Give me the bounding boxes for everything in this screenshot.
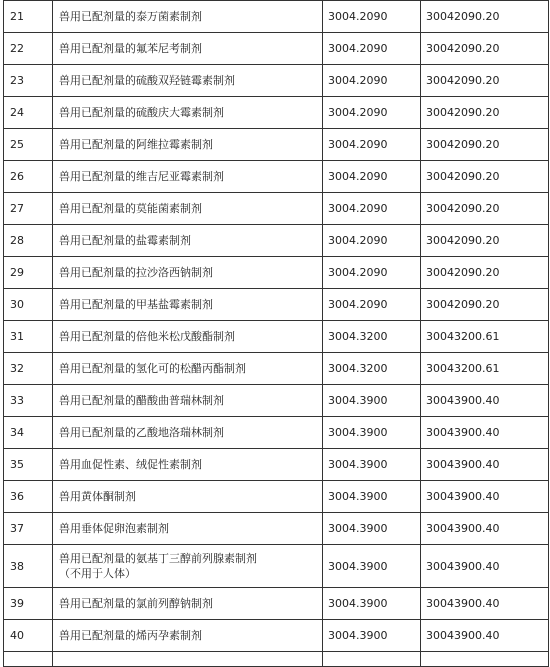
hs-code: 3004.3900 [323,449,421,481]
tariff-code: 30042090.20 [421,129,549,161]
product-name: 兽用黄体酮制剂 [53,481,323,513]
table-row [4,449,549,481]
row-number: 38 [4,545,53,588]
hs-code: 3004.3900 [323,385,421,417]
table-row [4,257,549,289]
table-row [4,321,549,353]
tariff-code: 30043900.40 [421,513,549,545]
product-name-cell [53,545,323,588]
hs-code: 3004.3900 [323,513,421,545]
table-row [4,129,549,161]
row-number: 33 [4,385,53,417]
product-name: 兽用已配剂量的泰万菌素制剂 [53,1,323,33]
product-name: 兽用已配剂量的莫能菌素制剂 [53,193,323,225]
row-number: 31 [4,321,53,353]
row-number: 27 [4,193,53,225]
row-number: 24 [4,97,53,129]
table-body [4,1,549,667]
tariff-code: 30043900.40 [421,588,549,620]
product-name-note: （不用于人体） [59,567,136,580]
hs-code: 3004.3200 [323,321,421,353]
row-number: 22 [4,33,53,65]
tariff-code: 30042090.20 [421,193,549,225]
tariff-code: 30042090.20 [421,289,549,321]
product-name: 兽用垂体促卵泡素制剂 [53,513,323,545]
tariff-code: 30043900.40 [421,481,549,513]
table-row [4,620,549,652]
table-row [4,417,549,449]
tariff-table [3,0,549,667]
product-name: 兽用已配剂量的甲基盐霉素制剂 [53,289,323,321]
tariff-code: 30043900.40 [421,545,549,588]
hs-code: 3004.3900 [323,417,421,449]
table-row [4,289,549,321]
tariff-code: 30042090.20 [421,225,549,257]
row-number: 25 [4,129,53,161]
table-row [4,481,549,513]
empty-cell [323,652,421,667]
hs-code: 3004.3900 [323,588,421,620]
row-number: 39 [4,588,53,620]
product-name: 兽用已配剂量的氯前列醇钠制剂 [53,588,323,620]
tariff-code: 30042090.20 [421,161,549,193]
table-row-partial [4,652,549,667]
table-row [4,161,549,193]
row-number: 26 [4,161,53,193]
product-name: 兽用已配剂量的硫酸双羟链霉素制剂 [53,65,323,97]
hs-code: 3004.2090 [323,65,421,97]
table-row [4,33,549,65]
table-row [4,385,549,417]
row-number: 36 [4,481,53,513]
product-name: 兽用已配剂量的氨基丁三醇前列腺素制剂 [59,552,257,565]
table-row [4,513,549,545]
table-row [4,588,549,620]
empty-cell [4,652,53,667]
table-row [4,225,549,257]
product-name: 兽用已配剂量的氟苯尼考制剂 [53,33,323,65]
hs-code: 3004.2090 [323,193,421,225]
table-row [4,353,549,385]
tariff-code: 30042090.20 [421,33,549,65]
empty-cell [53,652,323,667]
row-number: 21 [4,1,53,33]
table-row [4,65,549,97]
product-name: 兽用已配剂量的拉沙洛西钠制剂 [53,257,323,289]
tariff-code: 30043900.40 [421,385,549,417]
tariff-code: 30043900.40 [421,620,549,652]
hs-code: 3004.2090 [323,129,421,161]
hs-code: 3004.3900 [323,620,421,652]
product-name: 兽用已配剂量的维吉尼亚霉素制剂 [53,161,323,193]
product-name: 兽用已配剂量的烯丙孕素制剂 [53,620,323,652]
product-name: 兽用已配剂量的阿维拉霉素制剂 [53,129,323,161]
product-name: 兽用已配剂量的硫酸庆大霉素制剂 [53,97,323,129]
tariff-code: 30043200.61 [421,321,549,353]
hs-code: 3004.2090 [323,289,421,321]
table-row [4,545,549,588]
row-number: 40 [4,620,53,652]
row-number: 30 [4,289,53,321]
tariff-code: 30042090.20 [421,257,549,289]
hs-code: 3004.3900 [323,545,421,588]
row-number: 23 [4,65,53,97]
product-name: 兽用已配剂量的盐霉素制剂 [53,225,323,257]
hs-code: 3004.2090 [323,257,421,289]
hs-code: 3004.2090 [323,225,421,257]
tariff-code: 30042090.20 [421,1,549,33]
hs-code: 3004.3200 [323,353,421,385]
hs-code: 3004.3900 [323,481,421,513]
tariff-code: 30043900.40 [421,417,549,449]
hs-code: 3004.2090 [323,33,421,65]
row-number: 35 [4,449,53,481]
tariff-code: 30042090.20 [421,97,549,129]
product-name: 兽用已配剂量的氢化可的松醋丙酯制剂 [53,353,323,385]
row-number: 28 [4,225,53,257]
row-number: 37 [4,513,53,545]
product-name: 兽用血促性素、绒促性素制剂 [53,449,323,481]
empty-cell [421,652,549,667]
product-name: 兽用已配剂量的倍他米松戊酸酯制剂 [53,321,323,353]
tariff-code: 30042090.20 [421,65,549,97]
table-row [4,1,549,33]
hs-code: 3004.2090 [323,1,421,33]
tariff-code: 30043200.61 [421,353,549,385]
table-row [4,193,549,225]
hs-code: 3004.2090 [323,97,421,129]
row-number: 34 [4,417,53,449]
row-number: 29 [4,257,53,289]
tariff-code: 30043900.40 [421,449,549,481]
product-name: 兽用已配剂量的醋酸曲普瑞林制剂 [53,385,323,417]
row-number: 32 [4,353,53,385]
table-row [4,97,549,129]
product-name: 兽用已配剂量的乙酸地洛瑞林制剂 [53,417,323,449]
hs-code: 3004.2090 [323,161,421,193]
